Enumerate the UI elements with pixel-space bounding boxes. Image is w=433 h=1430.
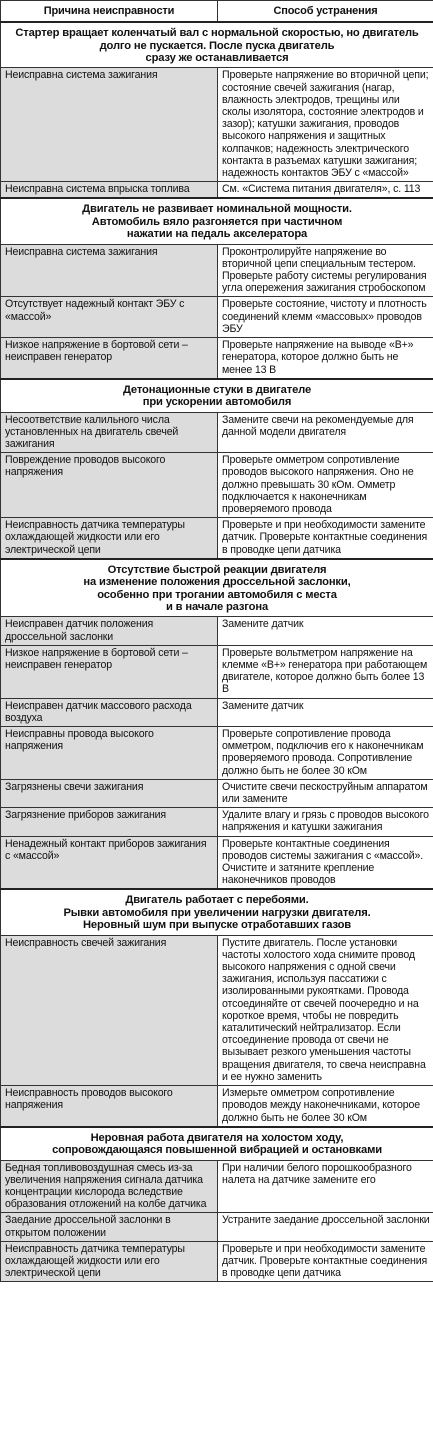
section-title: [1, 379, 433, 412]
section-title-line: при ускорении автомобиля: [142, 396, 292, 409]
section-row: [1, 198, 433, 244]
section-title: [1, 889, 433, 935]
section-title-line: Отсутствие быстрой реакции двигателя: [107, 563, 327, 576]
table-row: [1, 182, 433, 199]
fix-cell: Удалите влагу и грязь с проводов высокого напряжения и катушки зажигания: [218, 808, 433, 836]
fix-cell: Проверьте состояние, чистоту и плотность соединений клемм «массовых» проводов ЭБУ: [218, 297, 433, 338]
cause-cell: Неисправна система зажигания: [1, 68, 218, 182]
cause-cell: Бедная топливовоздушная смесь из-за увеличения напряжения сигнала датчика концентрации кислорода вследствие образования отложений на колбе датчика: [1, 1160, 218, 1213]
fix-cell: Очистите свечи пескоструйным аппаратом или замените: [218, 779, 433, 807]
table-row: [1, 412, 433, 453]
table-row: [1, 68, 433, 182]
section-title-line: Двигатель работает с перебоями.: [125, 894, 309, 907]
table-row: [1, 1160, 433, 1213]
header-cause: Причина неисправности: [1, 1, 218, 23]
table-row: [1, 935, 433, 1085]
section-title: [1, 559, 433, 617]
section-title: [1, 198, 433, 244]
fix-cell: Проверьте вольтметром напряжение на клемме «В+» генератора при работающем двигателе, которое должно быть более 13 В: [218, 645, 433, 698]
table-row: [1, 297, 433, 338]
section-title-line: Рывки автомобиля при увеличении нагрузки двигателя.: [63, 906, 371, 919]
section-title-line: Двигатель не развивает номинальной мощности.: [82, 203, 352, 216]
table-row: [1, 645, 433, 698]
fix-cell: Проверьте омметром сопротивление проводов высокого напряжения. Оно не должно превышать 30 кОм. Омметр подключается к наконечникам проверяемого провода: [218, 453, 433, 518]
cause-cell: Неисправность датчика температуры охлаждающей жидкости или его электрической цепи: [1, 1241, 218, 1282]
cause-cell: Неисправен датчик массового расхода воздуха: [1, 698, 218, 726]
cause-cell: Неисправна система зажигания: [1, 244, 218, 297]
table-row: [1, 698, 433, 726]
fix-cell: Пустите двигатель. После установки частоты холостого хода снимите провод высокого напряжения с одной свечи зажигания, используя пассатижи с изолированными рукоятками. Провода отсоединяйте от свечей поочередно и на короткое время, чтобы не повредить каталитический нейтрализатор. Если отсоединение провода от свечи не вызывает резкого уменьшения частоты вращения двигателя, то свеча неисправна и ее нужно заменить: [218, 935, 433, 1085]
cause-cell: Загрязнение приборов зажигания: [1, 808, 218, 836]
section-title-line: сразу же останавливается: [145, 52, 289, 65]
table-row: [1, 836, 433, 889]
fix-cell: Замените датчик: [218, 698, 433, 726]
table-row: [1, 617, 433, 645]
section-row: [1, 379, 433, 412]
cause-cell: Несоответствие калильного числа установленных на двигатель свечей зажигания: [1, 412, 218, 453]
fix-cell: Проконтролируйте напряжение во вторичной цепи специальным тестером. Проверьте работу системы регулирования угла опережения зажигания стробоскопом: [218, 244, 433, 297]
fix-cell: Устраните заедание дроссельной заслонки: [218, 1213, 433, 1241]
cause-cell: Низкое напряжение в бортовой сети – неисправен генератор: [1, 338, 218, 379]
fix-cell: Проверьте напряжение во вторичной цепи; состояние свечей зажигания (нагар, влажность электродов, трещины или сколы изолятора, состояние электродов и зазор); катушки зажигания, проводов высокого напряжения и защитных колпачков; надежность электрического контакта в разъемах катушки зажигания; надежность контактов ЭБУ с «массой»: [218, 68, 433, 182]
cause-cell: Низкое напряжение в бортовой сети – неисправен генератор: [1, 645, 218, 698]
section-title-line: Неровная работа двигателя на холостом ходу,: [90, 1131, 344, 1144]
header-fix: Способ устранения: [218, 1, 433, 23]
cause-cell: Ненадежный контакт приборов зажигания с «массой»: [1, 836, 218, 889]
fix-cell: Замените свечи на рекомендуемые для данной модели двигателя: [218, 412, 433, 453]
section-title-line: Автомобиль вяло разгоняется при частичном: [91, 215, 343, 228]
fix-cell: Проверьте сопротивление провода омметром, подключив его к наконечникам проверяемого провода. Сопротивление должно быть не более 30 кОм: [218, 727, 433, 780]
cause-cell: Загрязнены свечи зажигания: [1, 779, 218, 807]
section-title-line: и в начале разгона: [165, 600, 269, 613]
fix-cell: Замените датчик: [218, 617, 433, 645]
fix-cell: Проверьте контактные соединения проводов системы зажигания с «массой». Очистите и затяните крепление наконечников проводов: [218, 836, 433, 889]
section-title-line: особенно при трогании автомобиля с места: [97, 588, 337, 601]
table-header-row: [1, 1, 433, 23]
cause-cell: Неисправны провода высокого напряжения: [1, 727, 218, 780]
table-row: [1, 808, 433, 836]
section-title-line: нажатии на педаль акселератора: [126, 228, 308, 241]
table-row: [1, 518, 433, 559]
section-title-line: сопровождающаяся повышенной вибрацией и остановками: [52, 1144, 382, 1157]
cause-cell: Неисправна система впрыска топлива: [1, 182, 218, 199]
section-title-line: Неровный шум при выпуске отработавших газов: [82, 919, 351, 932]
section-title-line: на изменение положения дроссельной заслонки,: [83, 576, 351, 589]
fix-cell: Проверьте и при необходимости замените датчик. Проверьте контактные соединения в проводке цепи датчика: [218, 518, 433, 559]
fix-cell: Измерьте омметром сопротивление проводов между наконечниками, которое должно быть не более 30 кОм: [218, 1086, 433, 1127]
section-title-line: Детонационные стуки в двигателе: [122, 383, 312, 396]
table-row: [1, 779, 433, 807]
section-row: [1, 559, 433, 617]
fix-cell: См. «Система питания двигателя», с. 113: [218, 182, 433, 199]
table-row: [1, 338, 433, 379]
section-row: [1, 889, 433, 935]
section-title: [1, 22, 433, 68]
table-row: [1, 453, 433, 518]
fix-cell: При наличии белого порошкообразного налета на датчике замените его: [218, 1160, 433, 1213]
cause-cell: Заедание дроссельной заслонки в открытом положении: [1, 1213, 218, 1241]
fix-cell: Проверьте напряжение на выводе «В+» генератора, которое должно быть не менее 13 В: [218, 338, 433, 379]
table-row: [1, 1086, 433, 1127]
section-row: [1, 1127, 433, 1160]
cause-cell: Неисправность датчика температуры охлаждающей жидкости или его электрической цепи: [1, 518, 218, 559]
cause-cell: Повреждение проводов высокого напряжения: [1, 453, 218, 518]
table-row: [1, 1213, 433, 1241]
cause-cell: Неисправен датчик положения дроссельной заслонки: [1, 617, 218, 645]
table-row: [1, 244, 433, 297]
fix-cell: Проверьте и при необходимости замените датчик. Проверьте контактные соединения в проводке цепи датчика: [218, 1241, 433, 1282]
table-row: [1, 1241, 433, 1282]
table-row: [1, 727, 433, 780]
cause-cell: Неисправность свечей зажигания: [1, 935, 218, 1085]
cause-cell: Отсутствует надежный контакт ЭБУ с «массой»: [1, 297, 218, 338]
section-title: [1, 1127, 433, 1160]
section-title-line: Стартер вращает коленчатый вал с нормальной скоростью, но двигатель: [15, 27, 419, 40]
cause-cell: Неисправность проводов высокого напряжения: [1, 1086, 218, 1127]
section-title-line: долго не пускается. После пуска двигатель: [99, 39, 335, 52]
section-row: [1, 22, 433, 68]
